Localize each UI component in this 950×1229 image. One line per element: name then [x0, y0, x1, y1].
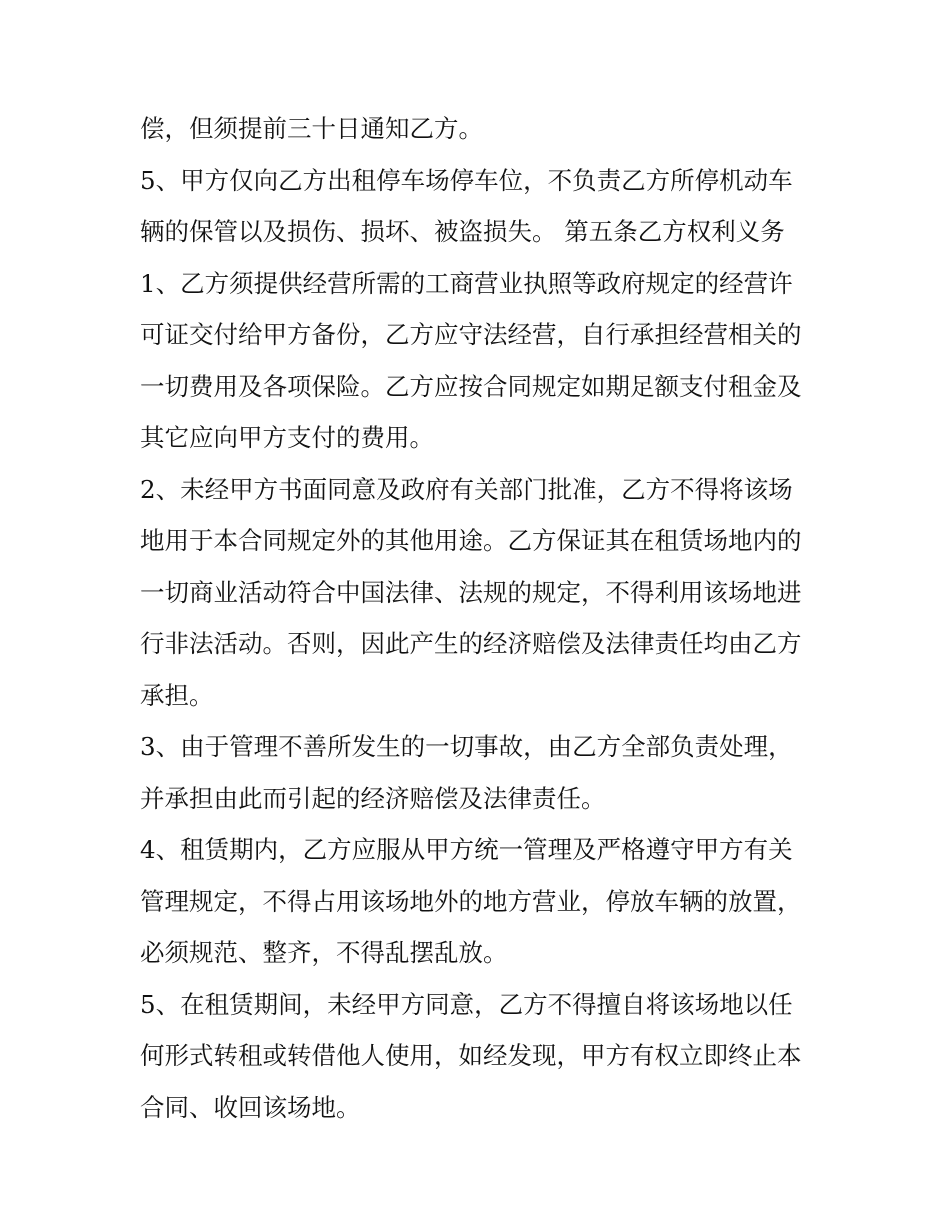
text-line: 5、甲方仅向乙方出租停车场停车位，不负责乙方所停机动车	[140, 165, 793, 195]
text-line: 行非法活动。否则，因此产生的经济赔偿及法律责任均由乙方	[140, 629, 802, 658]
text-line: 其它应向甲方支付的费用。	[140, 423, 434, 452]
text-line: 3、由于管理不善所发生的一切事故，由乙方全部负责处理，	[140, 732, 793, 761]
text-line: 地用于本合同规定外的其他用途。乙方保证其在租赁场地内的	[140, 526, 802, 555]
contract-text	[140, 103, 820, 1133]
text-line: 管理规定，不得占用该场地外的地方营业，停放车辆的放置，	[140, 886, 802, 916]
text-line: 必须规范、整齐，不得乱摆乱放。	[140, 938, 508, 967]
text-line: 并承担由此而引起的经济赔偿及法律责任。	[140, 783, 606, 813]
text-line: 可证交付给甲方备份，乙方应守法经营，自行承担经营相关的	[140, 320, 802, 349]
text-line: 1、乙方须提供经营所需的工商营业执照等政府规定的经营许	[140, 268, 793, 298]
text-line: 合同、收回该场地。	[140, 1092, 361, 1122]
text-line: 5、在租赁期间，未经甲方同意，乙方不得擅自将该场地以任	[140, 989, 793, 1019]
text-line: 何形式转租或转借他人使用，如经发现，甲方有权立即终止本	[140, 1041, 802, 1070]
text-line: 一切商业活动符合中国法律、法规的规定，不得利用该场地进	[140, 577, 802, 607]
text-line: 辆的保管以及损伤、损坏、被盗损失。 第五条乙方权利义务	[140, 217, 785, 246]
text-line: 4、租赁期内，乙方应服从甲方统一管理及严格遵守甲方有关	[140, 835, 793, 864]
text-line: 承担。	[140, 680, 214, 710]
text-line: 偿，但须提前三十日通知乙方。	[140, 114, 483, 143]
text-line: 一切费用及各项保险。乙方应按合同规定如期足额支付租金及	[140, 371, 802, 401]
text-line: 2、未经甲方书面同意及政府有关部门批准，乙方不得将该场	[140, 474, 793, 504]
